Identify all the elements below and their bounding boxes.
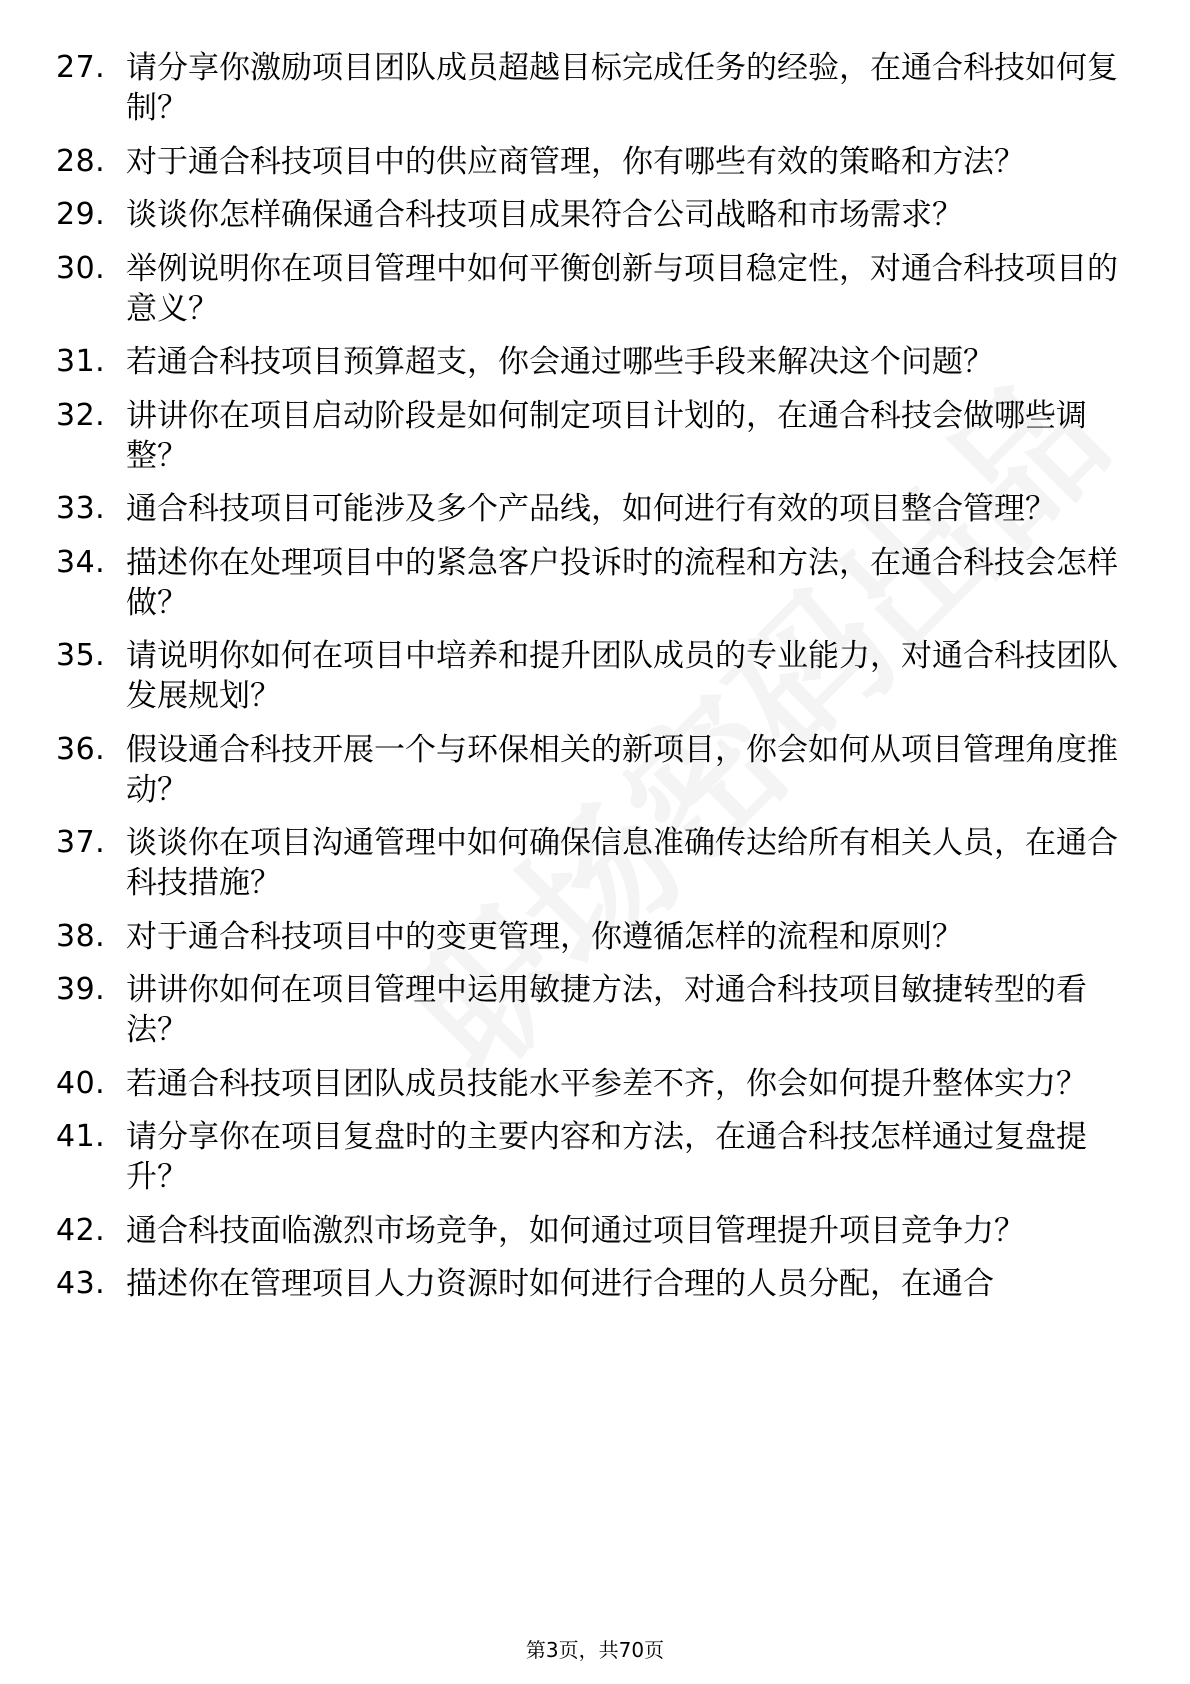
question-number: 32. bbox=[56, 397, 106, 433]
question-number: 40. bbox=[56, 1065, 106, 1101]
list-item bbox=[56, 917, 1136, 957]
question-number: 41. bbox=[56, 1119, 106, 1154]
question-text: 谈谈你在项目沟通管理中如何确保信息准确传达给所有相关人员，在通合科技措施？ bbox=[126, 825, 1118, 901]
list-item bbox=[56, 543, 1136, 623]
page-number-footer: 第3页，共70页 bbox=[525, 1638, 665, 1662]
question-number: 38. bbox=[56, 918, 106, 954]
question-text: 举例说明你在项目管理中如何平衡创新与项目稳定性，对通合科技项目的意义？ bbox=[126, 250, 1118, 327]
question-number: 42. bbox=[56, 1212, 106, 1248]
question-number: 35. bbox=[56, 638, 106, 673]
list-item bbox=[56, 142, 1136, 182]
list-item bbox=[56, 342, 1136, 382]
question-text: 若通合科技项目预算超支，你会通过哪些手段来解决这个问题？ bbox=[126, 344, 994, 380]
question-text: 讲讲你如何在项目管理中运用敏捷方法，对通合科技项目敏捷转型的看法？ bbox=[126, 972, 1087, 1048]
question-number: 37. bbox=[56, 825, 106, 860]
question-text: 假设通合科技开展一个与环保相关的新项目，你会如何从项目管理角度推动？ bbox=[126, 731, 1118, 808]
list-item bbox=[56, 396, 1136, 476]
question-text: 通合科技项目可能涉及多个产品线，如何进行有效的项目整合管理？ bbox=[126, 491, 1056, 527]
list-item bbox=[56, 489, 1136, 529]
question-text: 对于通合科技项目中的供应商管理，你有哪些有效的策略和方法？ bbox=[126, 143, 1025, 180]
question-number: 28. bbox=[56, 143, 106, 179]
list-item bbox=[56, 730, 1136, 810]
question-number: 43. bbox=[56, 1266, 106, 1301]
question-text: 描述你在管理项目人力资源时如何进行合理的人员分配，在通合 bbox=[126, 1266, 994, 1302]
question-number: 27. bbox=[56, 50, 106, 85]
question-text: 请说明你如何在项目中培养和提升团队成员的专业能力，对通合科技团队发展规划？ bbox=[126, 638, 1118, 714]
list-item bbox=[56, 636, 1136, 716]
list-item bbox=[56, 1211, 1136, 1251]
list-item bbox=[56, 970, 1136, 1050]
question-number: 39. bbox=[56, 972, 106, 1007]
list-item bbox=[56, 1264, 1136, 1304]
question-text: 谈谈你怎样确保通合科技项目成果符合公司战略和市场需求？ bbox=[126, 197, 963, 233]
question-number: 34. bbox=[56, 544, 106, 580]
question-number: 29. bbox=[56, 197, 106, 232]
list-item bbox=[56, 823, 1136, 903]
list-item bbox=[56, 195, 1136, 235]
question-number: 30. bbox=[56, 250, 106, 286]
list-item bbox=[56, 249, 1136, 329]
question-number: 31. bbox=[56, 344, 106, 379]
question-text: 讲讲你在项目启动阶段是如何制定项目计划的，在通合科技会做哪些调整？ bbox=[126, 397, 1087, 474]
list-item bbox=[56, 1064, 1136, 1104]
question-text: 描述你在处理项目中的紧急客户投诉时的流程和方法，在通合科技会怎样做？ bbox=[126, 544, 1118, 621]
question-text: 通合科技面临激烈市场竞争，如何通过项目管理提升项目竞争力？ bbox=[126, 1212, 1025, 1249]
question-text: 若通合科技项目团队成员技能水平参差不齐，你会如何提升整体实力？ bbox=[126, 1065, 1087, 1102]
question-text: 对于通合科技项目中的变更管理，你遵循怎样的流程和原则？ bbox=[126, 918, 963, 955]
question-text: 请分享你激励项目团队成员超越目标完成任务的经验，在通合科技如何复制？ bbox=[126, 50, 1118, 126]
question-number: 33. bbox=[56, 491, 106, 526]
question-list bbox=[56, 48, 1136, 1318]
list-item bbox=[56, 1117, 1136, 1197]
question-number: 36. bbox=[56, 731, 106, 767]
question-text: 请分享你在项目复盘时的主要内容和方法，在通合科技怎样通过复盘提升？ bbox=[126, 1119, 1087, 1195]
list-item bbox=[56, 48, 1136, 128]
